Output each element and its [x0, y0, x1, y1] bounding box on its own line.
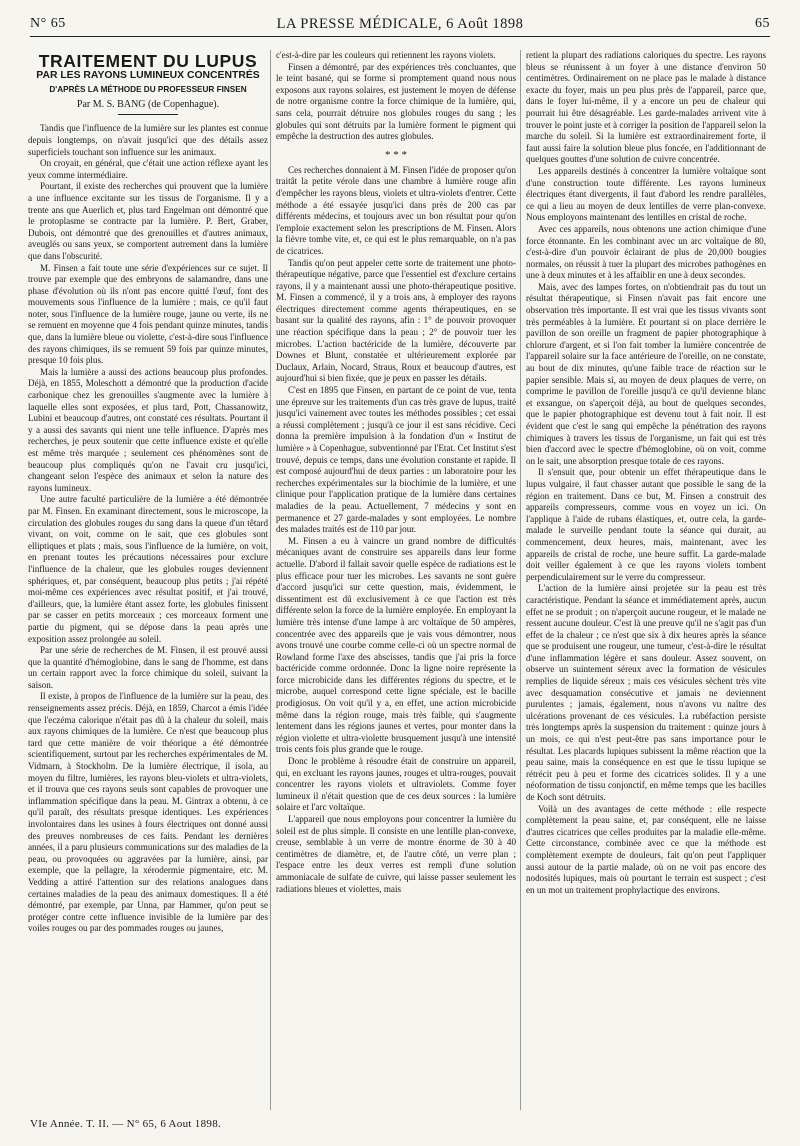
paragraph: retient la plupart des radiations caloriques du spectre. Les rayons bleus se réunissent à un foyer à une distance d'environ 50 centimètres. Ordinairement on ne place pas le malade à distance exacte du foyer, mais un peu plus près de l'appareil, parce que, dans le foyer lui-même, il y a encore un peu de chaleur qui pourrait lui être désagréable. Les garde-malades arrivent vite à trouver le point juste et à corriger la position de l'appareil selon la marche du soleil. Si la lumière est extraordinairement forte, il faut aussi faire la solution bleue plus foncée, en l'additionnant de quelques gouttes d'une solution de cuivre concentrée.	[526, 50, 766, 165]
column-2	[276, 50, 516, 1112]
column-1	[28, 50, 268, 1112]
paragraph: Il s'ensuit que, pour obtenir un effet thérapeutique dans le lupus vulgaire, il faut chasser autant que possible le sang de la région en traitement. Dans ce but, M. Finsen a construit des appareils compresseurs, comme vous en voyez un ici. On l'applique à l'aide de rubans élastiques, et, outre cela, la garde-malade le surveille pendant toute la séance qui durait, au commencement, deux heures, mais, maintenant, avec les appareils de cristal de roche, une heure suffit. La garde-malade doit veiller également à ce que les rayons violets tombent perpendiculairement sur le verre du compresseur.	[526, 467, 766, 582]
column-2-body-a	[276, 50, 516, 143]
paragraph: Ces recherches donnaient à M. Finsen l'idée de proposer qu'on traitât la petite vérole dans une chambre à lumière rouge afin d'empêcher les rayons bleus, violets et ultra-violets d'entrer. Cette méthode a été essayée jusqu'ici dans près de 200 cas par différents médecins, et toujours avec un bon résultat pour qu'on l'emploie exactement selon les prescriptions de M. Finsen. Alors la fièvre tombe vite, et, ce qui est le plus remarquable, on n'a pas de cicatrices.	[276, 164, 516, 256]
paragraph: Mais, avec des lampes fortes, on n'obtiendrait pas du tout un résultat thérapeutique, si Finsen n'avait pas fait encore une observation très importante. Il est vrai que les tissus vivants sont très perméables à la lumière. Et pourtant si on place derrière le pavillon de son oreille un fragment de papier photographique à chlorure d'argent, et si l'on fait tomber la lumière concentrée de l'appareil solaire sur la face antérieure de l'oreille, on ne constate, au bout de dix minutes, qu'une faible trace de réaction sur le papier sensible. Mais si, au moyen de deux plaques de verre, on comprime le pavillon de l'oreille jusqu'à ce qu'il devienne blanc et exsangue, on s'aperçoit déjà, au bout de quelques secondes, que le papier photographique est devenu tout à fait noir. Il est évident que c'est le sang qui empêche la pénétration des rayons chimiques à travers les tissus de l'organisme, un fait qui est très bien d'accord avec le spectre d'hémoglobine, où on voit, comme on le sait, une absorption presque totale de ces rayons.	[526, 281, 766, 466]
paragraph: Finsen a démontré, par des expériences très concluantes, que le teint basané, qui se forme si promptement quand nous nous exposons aux rayons solaires, est justement le moyen de défense de notre organisme contre la force chimique de la lumière, qui, sans cela, pourrait détruire nos globules rouges du sang ; les globules qui sont détruits par la lumière forment le pigment qui empêche la destruction des autres globules.	[276, 61, 516, 142]
paragraph: Donc le problème à résoudre était de construire un appareil, qui, en excluant les rayons jaunes, rouges et ultra-rouges, pouvait concentrer les rayons violets et ultraviolets. Comme foyer lumineux il n'était question que de ces deux sources : la lumière solaire et l'arc voltaïque.	[276, 756, 516, 813]
page-footer: VIe Année. T. II. — N° 65, 6 Aout 1898.	[30, 1118, 222, 1130]
paragraph: Tandis qu'on peut appeler cette sorte de traitement une photo-thérapeutique négative, parce que l'essentiel est d'exclure certains rayons, il y a maintenant aussi une photo-thérapeutique positive. M. Finsen a commencé, il y a trois ans, à employer des rayons électriques directement comme agents thérapeutiques, en se basant sur la qualité des rayons, afin : 1° de pouvoir provoquer une réaction spécifique dans la peau ; 2° de pouvoir tuer les microbes. L'action bactéricide de la lumière, découverte par Downes et Blunt, constatée et ultérieurement explorée par Duclaux, Arlain, Nocard, Straus, Roux et beaucoup d'autres, est aujourd'hui si bien fixée, que je peux en passer les détails.	[276, 257, 516, 384]
article-title: TRAITEMENT DU LUPUS	[38, 51, 258, 71]
paragraph: Mais la lumière a aussi des actions beaucoup plus profondes. Déjà, en 1855, Moleschott a démontré que la production d'acide carbonique chez les grenouilles s'augmente avec la lumière à laquelle elles sont exposées, et plus tard, Pott, Chassanowitz, Lubini et beaucoup d'autres, ont constaté ces résultats. Pourtant il y a aussi des savants qui nient une telle influence. D'après mes recherches, je peux soutenir que cette influence existe et qu'elle est même très marquée ; seulement ces phénomènes sont de beaucoup plus compliqués qu'on ne l'avait cru jusqu'ici, changeant selon l'espèce des animaux et selon la nature des rayons lumineux.	[28, 366, 268, 493]
paragraph: M. Finsen a eu à vaincre un grand nombre de difficultés mécaniques avant de construire ses appareils dans leur forme actuelle. D'abord il fallait savoir quelle espèce de radiations est le plus efficace pour tuer les microbes. Les savants ne sont guère d'accord jusqu'ici sur cette question, mais, évidemment, le dissentiment est dû exclusivement à ce que l'action est très différente selon la force de la lumière employée. En employant la lumière très intense d'une lampe à arc voltaïque de 50 ampères, concentrée avec des appareils que je vais vous démontrer, nous avons trouvé une courbe comme celle-ci où un spectre normal de Rowland forme l'axe des abscisses, tandis que j'ai pris la force bactéricide comme ordonnée. Donc la ligne noire représente la force microbicide dans les différentes régions du spectre, et le microbe, auquel correspond cette ligne spéciale, est le bacille prodigiosus. On voit qu'il y a, en effet, une action microbicide même dans la région rouge, mais très faible, qui s'augmente lentement dans les régions jaunes et vertes, pour monter dans la région violette et ultra-violette brusquement jusqu'à une intensité trois cents fois plus grande que le rouge.	[276, 535, 516, 755]
paragraph: Par une série de recherches de M. Finsen, il est prouvé aussi que la quantité d'hémoglobine, dans le sang de l'homme, est dans un certain rapport avec la force chimique du soleil, suivant la saison.	[28, 645, 268, 690]
column-1-body	[28, 123, 268, 935]
section-asterism: * * *	[385, 148, 407, 161]
article-author: Par M. S. BANG (de Copenhague).	[76, 98, 220, 110]
paragraph: Voilà un des avantages de cette méthode : elle respecte complètement la peau saine, et, par conséquent, elle ne laisse d'autres cicatrices que celles produites par la maladie elle-même. Cette circonstance, combinée avec ce que la méthode est complètement exempte de douleurs, fait qu'on peut l'appliquer aussi autour de la partie malade, où on ne voit pas encore des nodosités lupiques, mais où pourtant le terrain est suspect ; c'est en un mot un traitement prophylactique des environs.	[526, 803, 766, 895]
running-header	[30, 14, 770, 37]
column-2-body-b	[276, 165, 516, 895]
paragraph: On croyait, en général, que c'était une action réflexe ayant les yeux comme intermédiaire.	[28, 158, 268, 180]
paragraph: Avec ces appareils, nous obtenons une action chimique d'une force étonnante. En les combinant avec un arc voltaïque de 80, c'est-à-dire d'un pouvoir éclairant de plus de 20,000 bougies normales, on réussit à tuer la plupart des microbes pathogènes en une à deux minutes et à les affaiblir en une à deux secondes.	[526, 223, 766, 281]
column-3-body	[526, 50, 766, 896]
paragraph: M. Finsen a fait toute une série d'expériences sur ce sujet. Il trouve par exemple que des embryons de salamandre, dans une phase d'évolution où ils n'ont pas encore quitté l'œuf, font des mouvements sous l'influence de la lumière ; mais, ce qu'il faut noter, sous l'influence de la lumière rouge, jaune ou verte, ils ne se remuent en moyenne que 4 fois pendant quinze minutes, tandis que, dans la lumière bleue ou violette, c'est-à-dire sous l'influence des rayons chimiques, ils se remuent 59 fois par quinze minutes, presque 10 fois plus.	[28, 262, 268, 366]
title-rule	[118, 114, 178, 115]
running-title: LA PRESSE MÉDICALE, 6 Août 1898	[276, 16, 524, 32]
column-divider	[270, 50, 271, 1110]
paragraph: c'est-à-dire par les couleurs qui retiennent les rayons violets.	[276, 50, 496, 60]
column-3	[526, 50, 766, 1112]
paragraph: Une autre faculté particulière de la lumière a été démontrée par M. Finsen. En examinant directement, sous le microscope, la circulation des globules rouges du sang dans la queue d'un têtard vivant, on voit, comme on le sait, que ces globules sont elliptiques et plats ; mais, sous l'influence de la lumière, on voit, en prenant toutes les précautions nécessaires pour exclure l'influence de la chaleur, que les globules rouges deviennent sphériques, et, par conséquent, beaucoup plus petits ; j'ai répété moi-même ces expériences avec résultat positif, et j'ai trouvé, d'ailleurs, que, la lumière étant assez forte, les globules finissent par se casser en petits morceaux ; ces morceaux forment une partie du pigment, qui se dépose dans la peau après une exposition assez prolongée au soleil.	[28, 494, 268, 644]
article-method: D'APRÈS LA MÉTHODE DU PROFESSEUR FINSEN	[49, 85, 247, 95]
paragraph: Tandis que l'influence de la lumière sur les plantes est connue depuis longtemps, on n'avait jusqu'ici que des détails assez superficiels touchant son influence sur les animaux.	[28, 123, 268, 157]
paragraph: Pourtant, il existe des recherches qui prouvent que la lumière a une influence excitante sur les tissus de l'organisme. Il y a trente ans que Auerlich et, plus tard Engelman ont démontré que le protoplasme se contracte par la lumière. P. Bert, Graber, Dubois, ont démontré que des grenouilles et d'autres animaux, aveuglés ou sans yeux, se comportent autrement dans la lumière que dans l'obscurité.	[28, 181, 268, 261]
paragraph: C'est en 1895 que Finsen, en partant de ce point de vue, tenta une épreuve sur les traitements d'un cas très grave de lupus, traité jusqu'ici vainement avec toutes les méthodes possibles ; cet essai a réussi complètement ; jusqu'à ce jour il est sans récidive. Ceci donna la première impulsion à la fondation d'un « Institut de lumière » à Copenhague, subventionné par l'Etat. Cet Institut s'est trouvé, depuis ce temps, dans une évolution constante et rapide. Il est composé aujourd'hui de deux parties : un laboratoire pour les recherches expérimentales sur la biochimie de la lumière, et une clinique pour l'application pratique de la lumière dans certaines maladies de la peau. Actuellement, 7 médecins y sont en permanence et 27 garde-malades y sont employées. Le nombre des malades traités est de 110 par jour.	[276, 385, 516, 535]
paragraph: L'appareil que nous employons pour concentrer la lumière du soleil est de plus simple. Il consiste en une lentille plan-convexe, creuse, semblable à un verre de montre énorme de 30 à 40 centimètres de diamètre, et, de l'autre côté, un verre plan ; l'espace entre les deux verres est rempli d'une solution ammoniacale de sulfate de cuivre, qui laisse passer seulement les radiations bleues et violettes, mais	[276, 814, 516, 894]
issue-number: N° 65	[30, 16, 66, 31]
paragraph: Il existe, à propos de l'influence de la lumière sur la peau, des renseignements assez précis. Déjà, en 1859, Charcot a émis l'idée que l'eczéma calorique n'était pas dû à la chaleur du soleil, mais aux rayons chimiques de la lumière. Ce n'est que beaucoup plus tard que cette manière de voir théorique a été démontrée scientifiquement, surtout par les recherches expérimentales de M. Vidmarn, à Stockholm. De la lumière électrique, il isola, au moyen du filtre, lumières, les rayons bleu-violets et ultra-violets, et il trouva que ces rayons seuls sont capables de provoquer une inflammation spécifique dans la peau. M. Gintrax a obtenu, à ce qu'il paraît, des résultats presque identiques. Les expériences involontaires dans les usines à fours électriques ont donné aussi des preuves nombreuses de ces faits. Pendant les dernières années, il a paru plusieurs communications sur des maladies de la peau, ou provoquées ou aggravées par la lumière, ainsi, par exemple, que la pellagre, la xérodermie pigmentaire, etc. M. Vedding a attiré l'attention sur des relations analogues dans certaines maladies de la peau des animaux domestiques. Il a été démontré, par exemple, par Unna, par Hammer, qu'on peut se protéger contre cette influence invisible de la lumière par des voiles rouges ou par des pommades rouges ou jaunes,	[28, 691, 268, 934]
column-divider	[520, 50, 521, 1110]
paragraph: Les appareils destinés à concentrer la lumière voltaïque sont d'une construction toute différente. Les rayons lumineux électriques étant divergents, il faut d'abord les rendre parallèles, ce qui a lieu au moyen de deux lentilles de verre plan-convexe. Nous employons maintenant des lentilles en cristal de roche.	[526, 165, 766, 223]
page-number: 65	[755, 16, 770, 31]
article-subtitle: PAR LES RAYONS LUMINEUX CONCENTRÉS	[36, 69, 260, 81]
paragraph: L'action de la lumière ainsi projetée sur la peau est très caractéristique. Pendant la séance et immédiatement après, aucun effet ne se produit ; on n'aperçoit aucune rougeur, et le malade ne ressent aucune douleur. C'est là une preuve qu'il ne s'agit pas d'un effet de la chaleur ; ce n'est que six à dix heures après la séance que se produisent une rougeur, une tumeur, c'est-à-dire le résultat d'une inflammation légère et sans douleur. Assez souvent, on observe un suintement séreux avec la formation de vésicules remplies de liquide séreux ; mais ces vésicules sèchent très vite avec desquamation consécutive et jamais ne deviennent purulentes ; jamais, également, nous n'avons vu naître des ulcérations provenant de ces vésicules. La rubéfaction persiste très longtemps après la suspension du traitement : quinze jours à un mois, ce qui n'est peut-être pas sans importance pour le résultat. Les placards lupiques subissent la même réaction que la peau saine, mais la conséquence en est que le tissu lupique se rétrécit peu à peu et forme des cicatrices solides. Il y a une néoformation de tissu conjonctif, en même temps que les bacilles de Koch sont détruits.	[526, 583, 766, 802]
